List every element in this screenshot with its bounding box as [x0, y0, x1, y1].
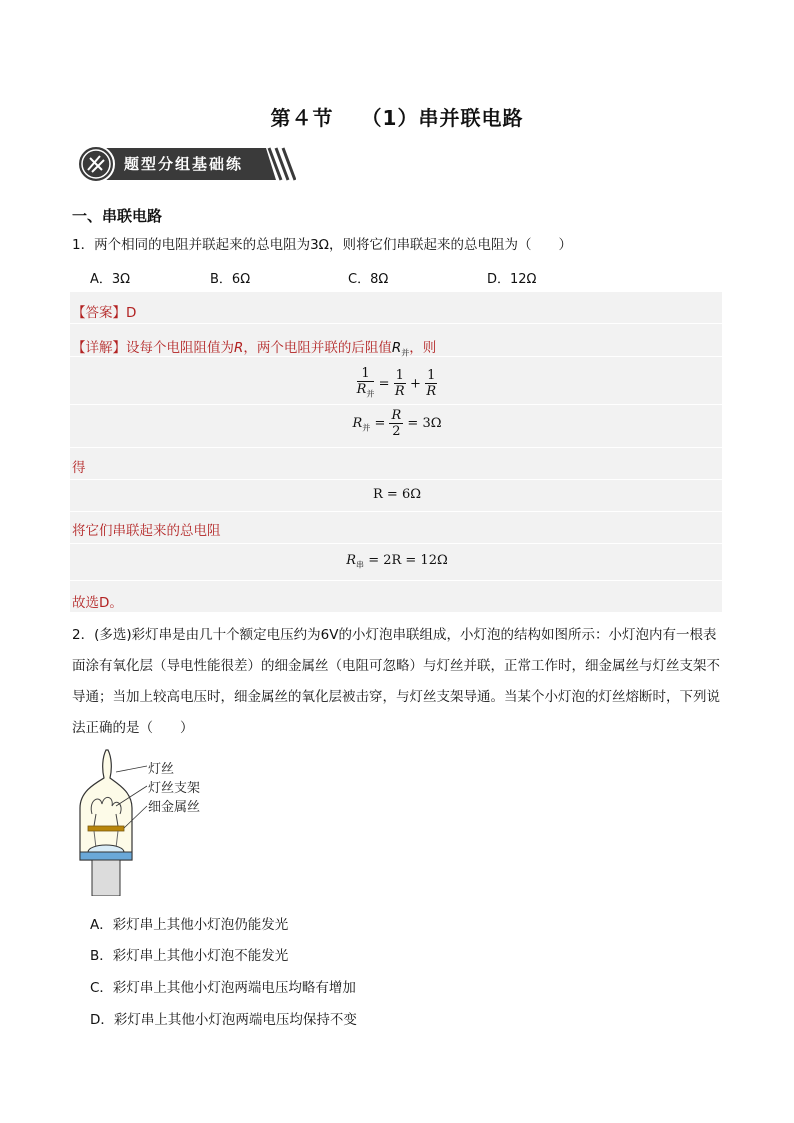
question-2-stem: 2．(多选)彩灯串是由几十个额定电压约为6V的小灯泡串联组成，小灯泡的结构如图所示：小灯泡内有一根表面涂有氧化层（导电性能很差）的细金属丝（电阻可忽略）与灯丝并联，正常工作时，细金属丝与灯丝支架不导通；当加上较高电压时，细金属丝的氧化层被击穿，与灯丝支架导通。当某个小灯泡的灯丝熔断时，下列说法正确的是（ ） [72, 627, 720, 736]
answer-value: D [126, 305, 137, 321]
detail-line [72, 336, 436, 359]
equals: = [378, 376, 390, 392]
var-sub: 并 [362, 423, 371, 433]
formula-3: R = 6Ω [373, 487, 421, 502]
frac-num: R [391, 408, 402, 423]
frac-num: 1 [427, 368, 436, 384]
figure-label-filament-support: 灯丝支架 [148, 781, 201, 796]
detail-var: R [391, 340, 402, 356]
rhs: = 2R = 12Ω [368, 553, 448, 568]
detail-var: R [234, 340, 244, 356]
frac-sub: 并 [366, 389, 375, 399]
figure-label-filament: 灯丝 [148, 762, 175, 777]
frac-den: R [426, 384, 437, 400]
rhs: = 3Ω [407, 416, 442, 431]
answer-tag: 【答案】 [72, 305, 126, 321]
q1-option-d: D．12Ω [487, 272, 537, 287]
var-sub: 串 [356, 560, 365, 570]
de-text: 得 [72, 460, 86, 476]
banner [76, 144, 296, 188]
frac-num: 1 [357, 366, 375, 382]
section-number: 第４节 [270, 106, 334, 130]
question-1-stem: 1．两个相同的电阻并联起来的总电阻为3Ω，则将它们串联起来的总电阻为（ ） [72, 237, 572, 253]
bulb-figure [72, 748, 212, 900]
conclusion: 故选D。 [72, 595, 123, 611]
formula-2 [0, 408, 794, 439]
detail-text: ，两个电阻并联的后阻值 [243, 340, 392, 356]
plus: + [410, 376, 421, 392]
frac-num: 1 [395, 368, 404, 384]
page-title [0, 102, 794, 131]
formula-1 [0, 366, 794, 402]
q1-option-c: C．8Ω [348, 272, 389, 287]
detail-tag: 【详解】 [72, 340, 126, 356]
q2-option-c: C．彩灯串上其他小灯泡两端电压均略有增加 [90, 980, 356, 996]
equals: = [374, 416, 386, 431]
var: R [346, 553, 357, 568]
bulb-diagram [72, 748, 212, 896]
q1-option-b: B．6Ω [210, 272, 251, 287]
formula-4 [0, 553, 794, 571]
banner-label: 题型分组基础练 [124, 155, 244, 173]
frac-den: R [356, 382, 367, 397]
var: R [352, 416, 363, 431]
q1-option-a: A．3Ω [90, 272, 131, 287]
section-topic: （1）串并联电路 [361, 106, 524, 130]
frac-den: 2 [392, 424, 401, 439]
frac-den: R [394, 384, 405, 400]
detail-sub: 并 [401, 348, 410, 358]
section-heading: 一、串联电路 [72, 207, 163, 225]
series-text: 将它们串联起来的总电阻 [72, 523, 221, 539]
detail-text: ，则 [409, 340, 437, 356]
figure-label-metal-wire: 细金属丝 [148, 800, 201, 815]
answer-line [72, 301, 136, 321]
q2-option-d: D．彩灯串上其他小灯泡两端电压均保持不变 [90, 1012, 357, 1028]
q2-option-a: A．彩灯串上其他小灯泡仍能发光 [90, 917, 289, 933]
detail-text: 设每个电阻阻值为 [126, 340, 234, 356]
q2-option-b: B．彩灯串上其他小灯泡不能发光 [90, 948, 289, 964]
